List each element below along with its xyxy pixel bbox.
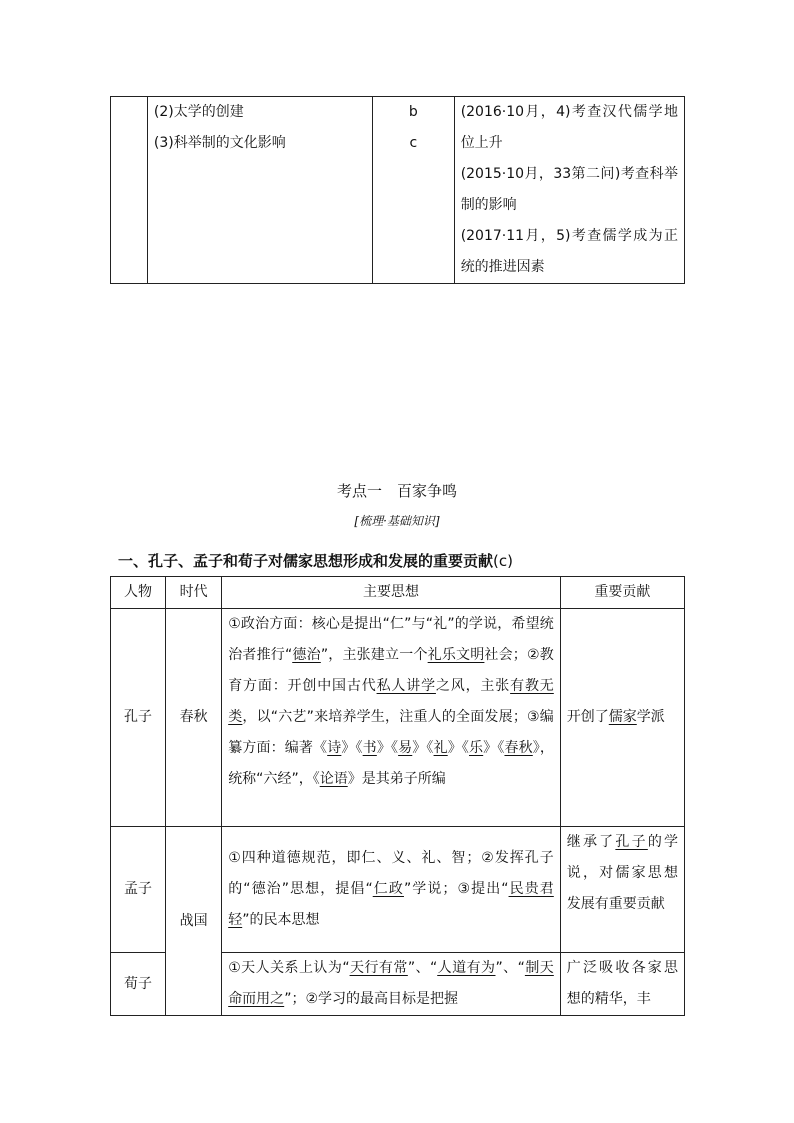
confucian-thinkers-table <box>110 576 685 1016</box>
text-run: 广泛吸收各家思想的精华，丰 <box>566 960 678 1007</box>
level-value: b <box>408 104 418 120</box>
person-cell: 孔子 <box>111 609 166 827</box>
ideas-cell <box>222 609 561 827</box>
text-run: 》《 <box>376 740 399 756</box>
text-run: ”学说；③提出“ <box>403 881 509 897</box>
text-run: 》《 <box>447 740 470 756</box>
key-term: 春秋 <box>504 740 533 756</box>
person-cell: 孟子 <box>111 827 166 953</box>
contribution-cell <box>560 827 684 953</box>
topic-item: (3)科举制的文化影响 <box>153 135 286 151</box>
topic-heading-level: (c) <box>493 552 513 570</box>
key-term: 制天命而用之 <box>228 960 554 1007</box>
text-run: ”；②学习的最高目标是把握 <box>284 991 458 1007</box>
text-run: 》是其弟子所编 <box>347 771 446 787</box>
text-run: 》《 <box>412 740 434 756</box>
key-term: 论语 <box>319 771 348 787</box>
ideas-cell <box>222 827 561 953</box>
section-subtitle: [梳理·基础知识] <box>354 514 440 528</box>
header-contribution: 重要贡献 <box>560 577 684 609</box>
text-run: 》，统称“六经”，《 <box>228 740 554 787</box>
topic-heading-text: 一、孔子、孟子和荀子对儒家思想形成和发展的重要贡献 <box>118 552 494 570</box>
level-cell <box>372 97 454 284</box>
exam-points-table <box>110 96 685 284</box>
exam-notes-cell <box>454 97 684 284</box>
text-run: 》《 <box>341 740 363 756</box>
text-run: 学派 <box>636 709 665 725</box>
table-row <box>111 827 685 953</box>
text-run: ”、“ <box>407 960 438 976</box>
text-run: ①四种道德规范，即仁、义、礼、智；②发挥孔子的“德治”思想，提倡“ <box>228 850 554 897</box>
table-row <box>111 609 685 827</box>
level-value: c <box>409 135 418 151</box>
era-cell: 战国 <box>166 827 222 1016</box>
key-term: 天行有常 <box>349 960 408 976</box>
key-term: 德治 <box>292 647 321 663</box>
text-run: ，以“六艺”来培养学生，注重人的全面发展；③编纂方面：编著《 <box>228 709 554 756</box>
text-run: ”的民本思想 <box>242 912 320 928</box>
exam-note: (2017·11月，5)考查儒学成为正统的推进因素 <box>460 228 678 275</box>
ideas-cell <box>222 953 561 1016</box>
contribution-cell <box>560 609 684 827</box>
text-run: ①政治方面：核心是提出“仁”与“礼”的学说，希望统治者推行“ <box>228 616 554 663</box>
header-person: 人物 <box>111 577 166 609</box>
key-term: 书 <box>362 740 377 756</box>
text-run: 的学说，对儒家思想发展有重要贡献 <box>566 834 679 912</box>
text-run: ”，主张建立一个 <box>320 647 428 663</box>
section-title: 考点一 百家争鸣 <box>336 482 457 500</box>
key-term: 礼乐文明 <box>427 647 485 663</box>
key-term: 诗 <box>327 740 342 756</box>
key-term: 儒家 <box>608 709 637 725</box>
text-run: 》《 <box>483 740 505 756</box>
text-run: 社会；②教育方面：开创中国古代 <box>228 647 554 694</box>
key-term: 有教无类 <box>228 678 554 725</box>
text-run: 开创了 <box>566 709 609 725</box>
key-term: 人道有为 <box>437 960 496 976</box>
key-term: 仁政 <box>372 881 404 897</box>
exam-note: (2016·10月，4)考查汉代儒学地位上升 <box>460 104 678 151</box>
key-term: 乐 <box>469 740 484 756</box>
text-run: 继承了 <box>566 834 616 850</box>
exam-note: (2015·10月，33第二问)考查科举制的影响 <box>460 166 678 213</box>
header-era: 时代 <box>166 577 222 609</box>
topic-heading <box>118 550 513 571</box>
text-run: ”、“ <box>495 960 525 976</box>
contribution-cell <box>560 953 684 1016</box>
key-term: 私人讲学 <box>376 678 436 694</box>
text-run: 之风，主张 <box>435 678 511 694</box>
key-term: 易 <box>398 740 413 756</box>
header-ideas: 主要思想 <box>222 577 561 609</box>
key-term: 孔子 <box>615 834 648 850</box>
person-cell: 荀子 <box>111 953 166 1016</box>
table-header-row <box>111 577 685 609</box>
empty-cell <box>111 97 148 284</box>
topic-item: (2)太学的创建 <box>153 104 244 120</box>
topic-items-cell <box>147 97 372 284</box>
key-term: 民贵君轻 <box>228 881 554 928</box>
text-run: ①天人关系上认为“ <box>228 960 350 976</box>
era-cell: 春秋 <box>166 609 222 827</box>
key-term: 礼 <box>433 740 448 756</box>
